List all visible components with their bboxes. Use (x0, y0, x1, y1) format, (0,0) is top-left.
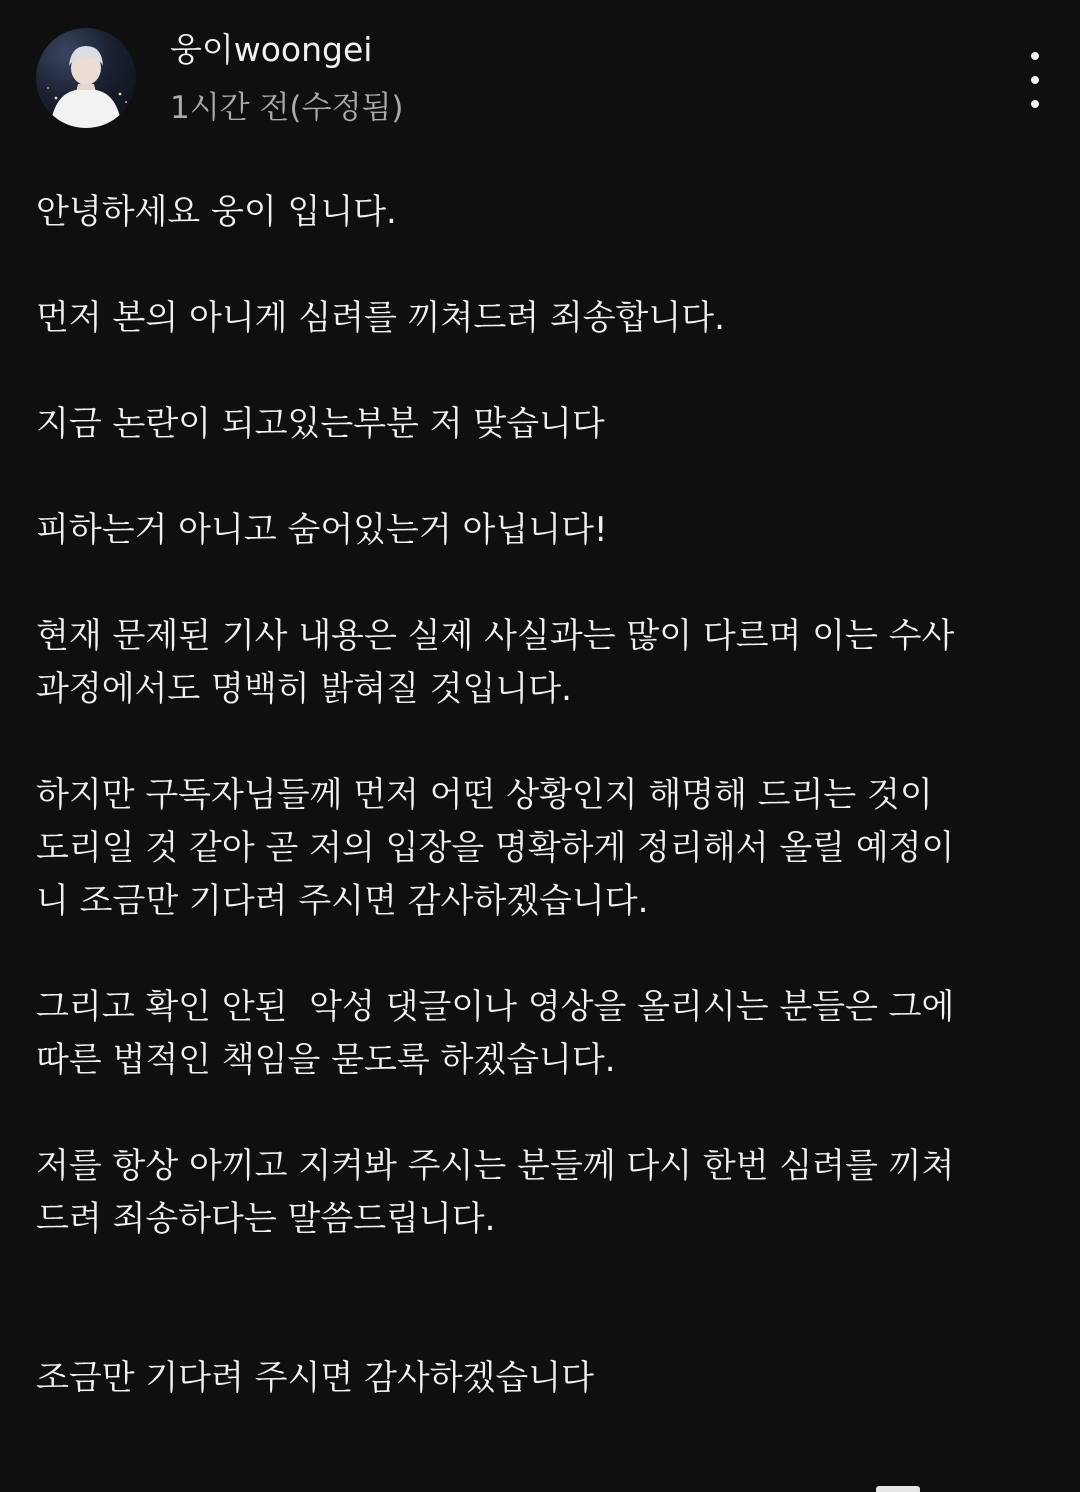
post-timestamp: 1시간 전(수정됨) (170, 90, 404, 126)
cut-off-element (876, 1486, 920, 1492)
post-closing-line: 조금만 기다려 주시면 감사하겠습니다 (36, 1358, 594, 1398)
channel-avatar[interactable] (36, 28, 136, 128)
post-paragraph: 그리고 확인 안된 악성 댓글이나 영상을 올리시는 분들은 그에 따른 법적인 책임을 묻도록 하겠습니다. (36, 987, 955, 1080)
more-dot (1031, 76, 1039, 84)
more-vert-icon[interactable] (1010, 52, 1060, 108)
post-paragraph: 지금 논란이 되고있는부분 저 맞습니다 (36, 404, 605, 444)
post-header (0, 0, 1080, 150)
post-paragraph: 피하는거 아니고 숨어있는거 아닙니다! (36, 510, 608, 550)
more-dot (1031, 52, 1039, 60)
post-paragraph: 저를 항상 아끼고 지켜봐 주시는 분들께 다시 한번 심려를 끼쳐 드려 죄송하다는 말씀드립니다. (36, 1146, 955, 1239)
avatar-image (36, 28, 136, 128)
post-paragraph: 하지만 구독자님들께 먼저 어떤 상황인지 해명해 드리는 것이 도리일 것 같아 곧 저의 입장을 명확하게 정리해서 올릴 예정이 니 조금만 기다려 주시면 감사하겠습니다. (36, 775, 955, 921)
more-dot (1031, 100, 1039, 108)
post-body (36, 186, 1046, 1458)
post-paragraph: 먼저 본의 아니게 심려를 끼쳐드려 죄송합니다. (36, 298, 725, 338)
post-paragraph: 안녕하세요 웅이 입니다. (36, 192, 397, 232)
author-name[interactable]: 웅이woongei (170, 30, 373, 69)
post-paragraph: 현재 문제된 기사 내용은 실제 사실과는 많이 다르며 이는 수사 과정에서도 명백히 밝혀질 것입니다. (36, 616, 955, 709)
